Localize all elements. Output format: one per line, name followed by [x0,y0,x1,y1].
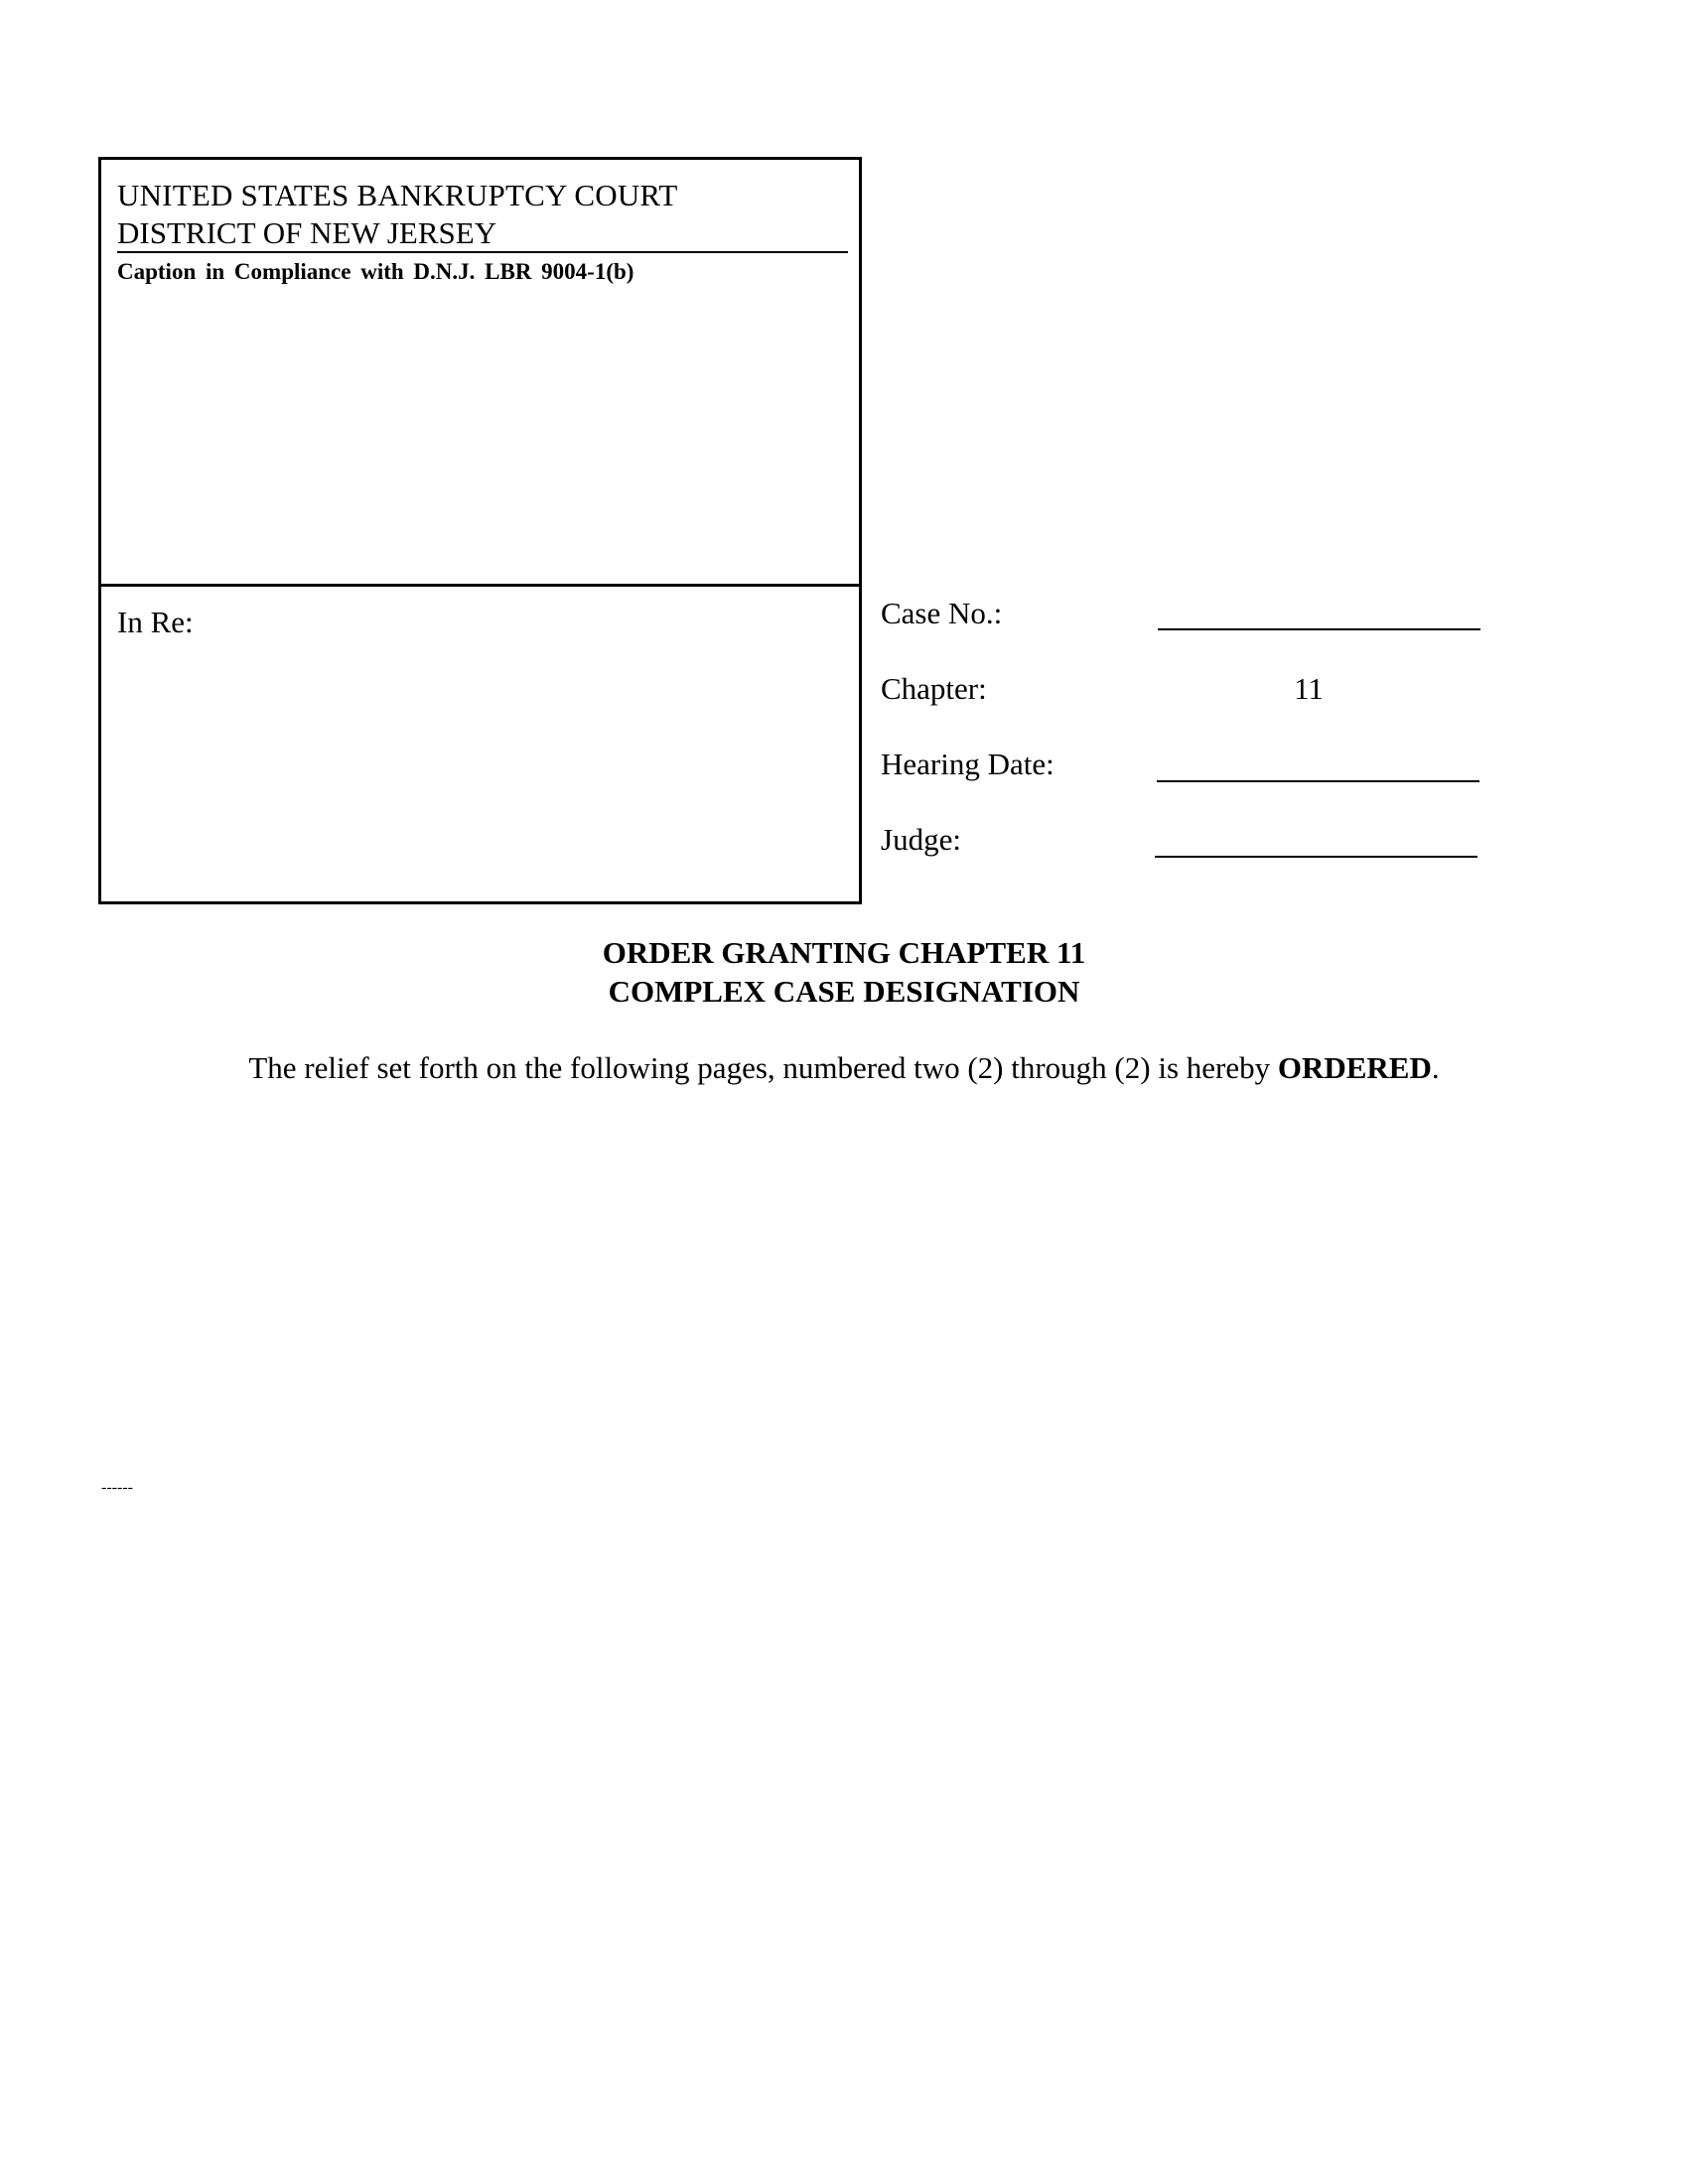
caption-header-section [101,160,859,587]
chapter-value: 11 [1294,671,1324,706]
case-no-field[interactable] [1158,628,1480,630]
footnote-separator: ------ [101,1479,133,1496]
relief-period: . [1431,1050,1440,1085]
hearing-date-label: Hearing Date: [881,747,1055,781]
judge-field[interactable] [1155,856,1477,858]
hearing-date-field[interactable] [1157,780,1479,782]
court-district: DISTRICT OF NEW JERSEY [117,215,848,253]
caption-box [98,157,862,904]
relief-text: The relief set forth on the following pages, numbered two (2) through (2) is hereby [248,1050,1278,1085]
in-re-label: In Re: [117,605,194,639]
order-title-line1: ORDER GRANTING CHAPTER 11 [602,935,1086,970]
judge-label: Judge: [881,822,961,857]
relief-statement [0,1050,1688,1086]
compliance-note: Caption in Compliance with D.N.J. LBR 9004-1(b) [117,259,634,284]
case-no-label: Case No.: [881,596,1003,630]
relief-ordered: ORDERED [1277,1050,1432,1085]
chapter-label: Chapter: [881,671,987,706]
court-name: UNITED STATES BANKRUPTCY COURT [117,178,678,212]
order-title-line2: COMPLEX CASE DESIGNATION [608,974,1080,1009]
